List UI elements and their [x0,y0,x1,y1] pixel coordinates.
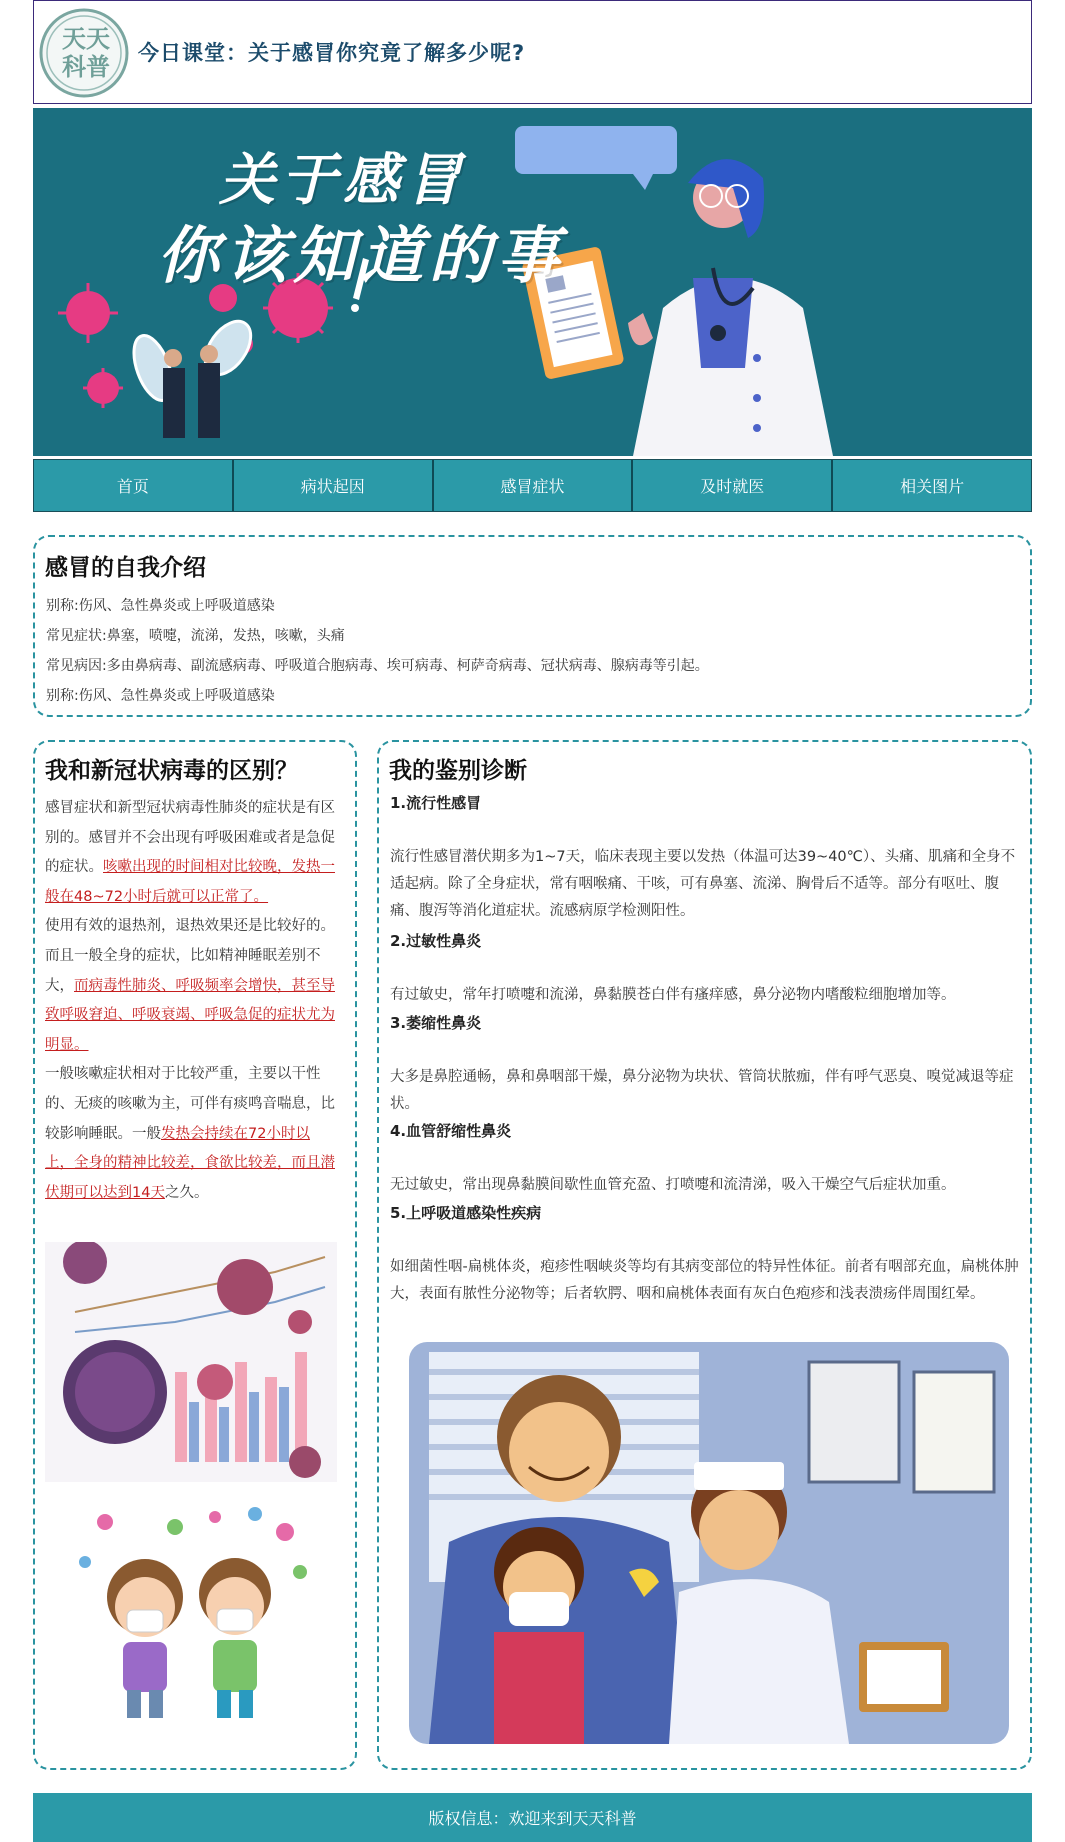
difference-p2-text: 使用有效的退热剂，退热效果还是比较好的。而且一般全身的症状，比如精神睡眠差别不大， [45,918,335,994]
page-footer [33,1793,1032,1842]
diagnosis-item-heading: 2.过敏性鼻炎 [390,932,482,950]
intro-section [33,535,1032,717]
virus-chart-image [45,1242,337,1482]
diagnosis-item-body: 有过敏史，常年打喷嚏和流涕，鼻黏膜苍白伴有瘙痒感，鼻分泌物内嗜酸粒细胞增加等。 [390,987,956,1003]
diagnosis-section [377,740,1032,1770]
main-nav [33,459,1032,512]
svg-text:科: 科 [62,52,86,81]
diagnosis-item-heading: 1.流行性感冒 [390,794,482,812]
difference-p3-end: 之久。 [164,1184,209,1201]
difference-title: 我和新冠状病毒的区别？ [45,758,298,784]
diagnosis-item-heading: 3.萎缩性鼻炎 [390,1014,482,1032]
difference-section [33,740,357,1770]
difference-p3-text: 一般咳嗽症状相对于比较严重，主要以干性的、无痰的咳嗽为主，可伴有痰鸣音喘息，比较影响睡眠。一般 [45,1066,335,1142]
nav-item-symptoms[interactable]: 感冒症状 [434,460,634,511]
nav-item-causes[interactable]: 病状起因 [234,460,434,511]
svg-text:天: 天 [86,24,110,53]
diagnosis-item-heading: 5.上呼吸道感染性疾病 [390,1204,542,1222]
difference-p1-highlight: 咳嗽出现的时间相对比较晚，发热一般在48~72小时后就可以正常了。 [45,859,335,905]
diagnosis-title: 我的鉴别诊断 [389,758,527,784]
nav-item-home[interactable]: 首页 [34,460,234,511]
difference-p1-text: 感冒症状和新型冠状病毒性肺炎的症状是有区别的。感冒并不会出现有呼吸困难或者是急促的症状。 [45,800,335,876]
banner-heading-line1: 关于感冒 [219,147,467,213]
site-logo[interactable] [38,7,130,99]
diagnosis-item-body: 无过敏史，常出现鼻黏膜间歇性血管充盈、打喷嚏和流清涕，吸入干燥空气后症状加重。 [390,1177,956,1193]
svg-text:天: 天 [62,24,86,53]
hero-banner [33,108,1032,456]
difference-p3-highlight: 发热会持续在72小时以上，全身的精神比较差，食欲比较差，而且潜伏期可以达到14天 [45,1125,335,1201]
intro-line-alias: 别称:伤风、急性鼻炎或上呼吸道感染 [46,598,275,614]
nav-item-see-doctor[interactable]: 及时就医 [633,460,833,511]
difference-text [45,794,337,1208]
svg-text:普: 普 [86,52,110,81]
kids-with-masks-image [65,1502,325,1722]
intro-title: 感冒的自我介绍 [45,555,206,581]
intro-line-symptoms: 常见症状:鼻塞，喷嚏，流涕，发热，咳嗽，头痛 [46,628,345,644]
diagnosis-item-body: 大多是鼻腔通畅，鼻和鼻咽部干燥，鼻分泌物为块状、管筒状脓痂，伴有呼气恶臭、嗅觉减退等症状。 [390,1069,1014,1112]
nurse-child-illustration [409,1342,1009,1744]
intro-line-alias-repeat: 别称:伤风、急性鼻炎或上呼吸道感染 [46,688,275,704]
difference-p2-highlight: 而病毒性肺炎、呼吸频率会增快，甚至导致呼吸窘迫、呼吸衰竭、呼吸急促的症状尤为明显。 [45,977,335,1053]
diagnosis-item-body: 如细菌性咽-扁桃体炎，疱疹性咽峡炎等均有其病变部位的特异性体征。前者有咽部充血，扁桃体肿大，表面有脓性分泌物等；后者软腭、咽和扁桃体表面有灰白色疱疹和浅表溃疡伴周围红晕。 [390,1259,1019,1302]
nav-item-images[interactable]: 相关图片 [900,477,965,496]
diagnosis-item-heading: 4.血管舒缩性鼻炎 [390,1122,512,1140]
intro-line-causes: 常见病因:多由鼻病毒、副流感病毒、呼吸道合胞病毒、埃可病毒、柯萨奇病毒、冠状病毒、腺病毒等引起。 [46,658,709,674]
copyright-text: 版权信息：欢迎来到天天科普 [428,1809,637,1828]
banner-heading-line2: 你该知道的事 [157,219,566,292]
page-title: 今日课堂：关于感冒你究竟了解多少呢? [138,41,526,65]
page-header [33,0,1032,104]
diagnosis-item-body: 流行性感冒潜伏期多为1~7天，临床表现主要以发热（体温可达39~40℃）、头痛、肌痛和全身不适起病。除了全身症状，常有咽喉痛、干咳，可有鼻塞、流涕、胸骨后不适等。部分有呕吐、腹痛、腹泻等消化道症状。流感病原学检测阳性。 [390,849,1016,919]
